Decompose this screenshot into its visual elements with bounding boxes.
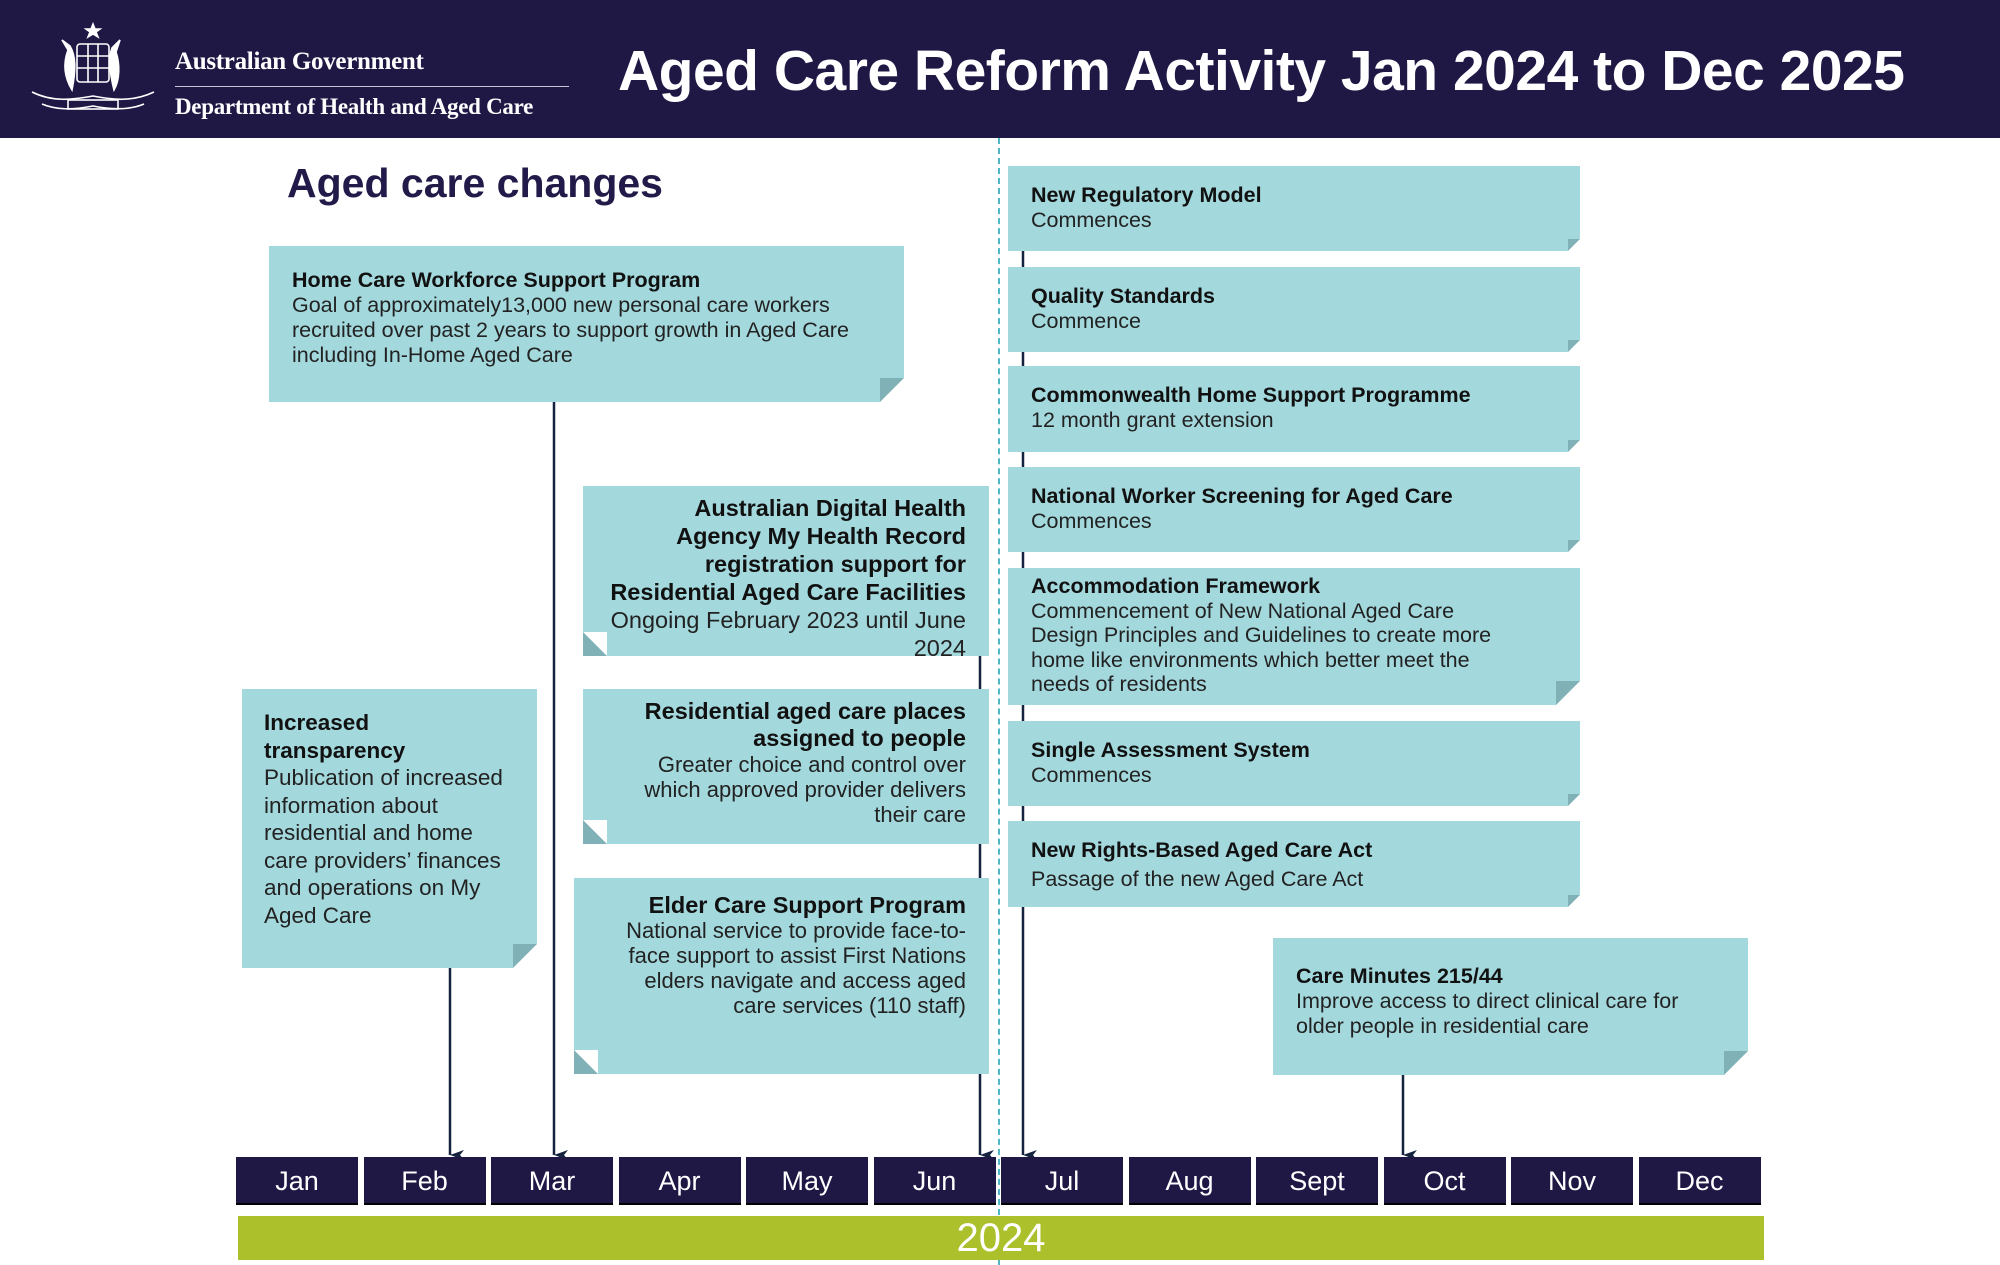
event-digital-health-agency (583, 486, 989, 661)
month-sept: Sept (1256, 1157, 1378, 1205)
event-body: Commence (1031, 309, 1141, 333)
event-body: Commences (1031, 509, 1152, 533)
org-name: Australian Government (175, 48, 424, 75)
event-body: Goal of approximately13,000 new personal care workers recruited over past 2 years to support growth in Aged Care including In-Home Aged Care (292, 293, 849, 367)
event-body: Passage of the new Aged Care Act (1031, 867, 1364, 891)
event-worker-screening (1008, 467, 1580, 552)
event-body: Ongoing February 2023 until June 2024 (610, 607, 966, 661)
event-body: National service to provide face-to-face support to assist First Nations elders navigate and access aged care services (110 staff) (626, 918, 966, 1018)
event-elder-care-support (574, 878, 989, 1074)
event-care-minutes (1273, 938, 1748, 1075)
event-home-care-workforce (269, 246, 904, 402)
month-nov: Nov (1511, 1157, 1633, 1205)
event-title: Accommodation Framework (1031, 574, 1321, 598)
event-body: Commences (1031, 763, 1152, 787)
event-quality-standards (1008, 267, 1580, 352)
month-oct: Oct (1384, 1157, 1506, 1205)
section-title: Aged care changes (287, 160, 663, 206)
year-bar: 2024 (238, 1216, 1764, 1260)
month-feb: Feb (364, 1157, 486, 1205)
event-body: Commences (1031, 208, 1152, 232)
event-title: Care Minutes 215/44 (1296, 964, 1503, 988)
event-body: Publication of increased information about residential and home care providers’ finances and operations on My Aged Care (264, 765, 503, 928)
event-title: New Regulatory Model (1031, 183, 1262, 207)
event-increased-transparency (242, 689, 537, 968)
event-accommodation-framework (1008, 568, 1580, 705)
event-title: Increased transparency (264, 710, 406, 763)
event-residential-places (583, 689, 989, 844)
event-title: Residential aged care places assigned to people (644, 698, 966, 751)
page-title: Aged Care Reform Activity Jan 2024 to Dec 2025 (618, 39, 1905, 103)
event-chsp (1008, 366, 1580, 452)
event-title: Quality Standards (1031, 284, 1215, 308)
month-jun: Jun (874, 1157, 996, 1205)
department-name: Department of Health and Aged Care (175, 94, 533, 119)
month-may: May (746, 1157, 868, 1205)
event-title: Single Assessment System (1031, 738, 1310, 762)
event-body: Improve access to direct clinical care for older people in residential care (1296, 989, 1679, 1038)
event-body: Commencement of New National Aged Care Design Principles and Guidelines to create more home like environments which better meet the needs of residents (1031, 598, 1492, 696)
event-aged-care-act (1008, 821, 1580, 907)
event-body: 12 month grant extension (1031, 408, 1274, 432)
event-title: New Rights-Based Aged Care Act (1031, 838, 1373, 862)
month-jul: Jul (1001, 1157, 1123, 1205)
event-body: Greater choice and control over which approved provider delivers their care (644, 752, 966, 827)
month-apr: Apr (619, 1157, 741, 1205)
event-single-assessment (1008, 721, 1580, 806)
event-new-regulatory-model (1008, 166, 1580, 251)
event-title: Elder Care Support Program (648, 892, 966, 918)
month-jan: Jan (236, 1157, 358, 1205)
month-dec: Dec (1639, 1157, 1761, 1205)
event-title: Australian Digital Health Agency My Health Record registration support for Residential Aged Care Facilities (610, 495, 966, 605)
event-title: Home Care Workforce Support Program (292, 268, 701, 292)
month-mar: Mar (491, 1157, 613, 1205)
event-title: Commonwealth Home Support Programme (1031, 383, 1471, 407)
month-aug: Aug (1129, 1157, 1251, 1205)
event-title: National Worker Screening for Aged Care (1031, 484, 1453, 508)
